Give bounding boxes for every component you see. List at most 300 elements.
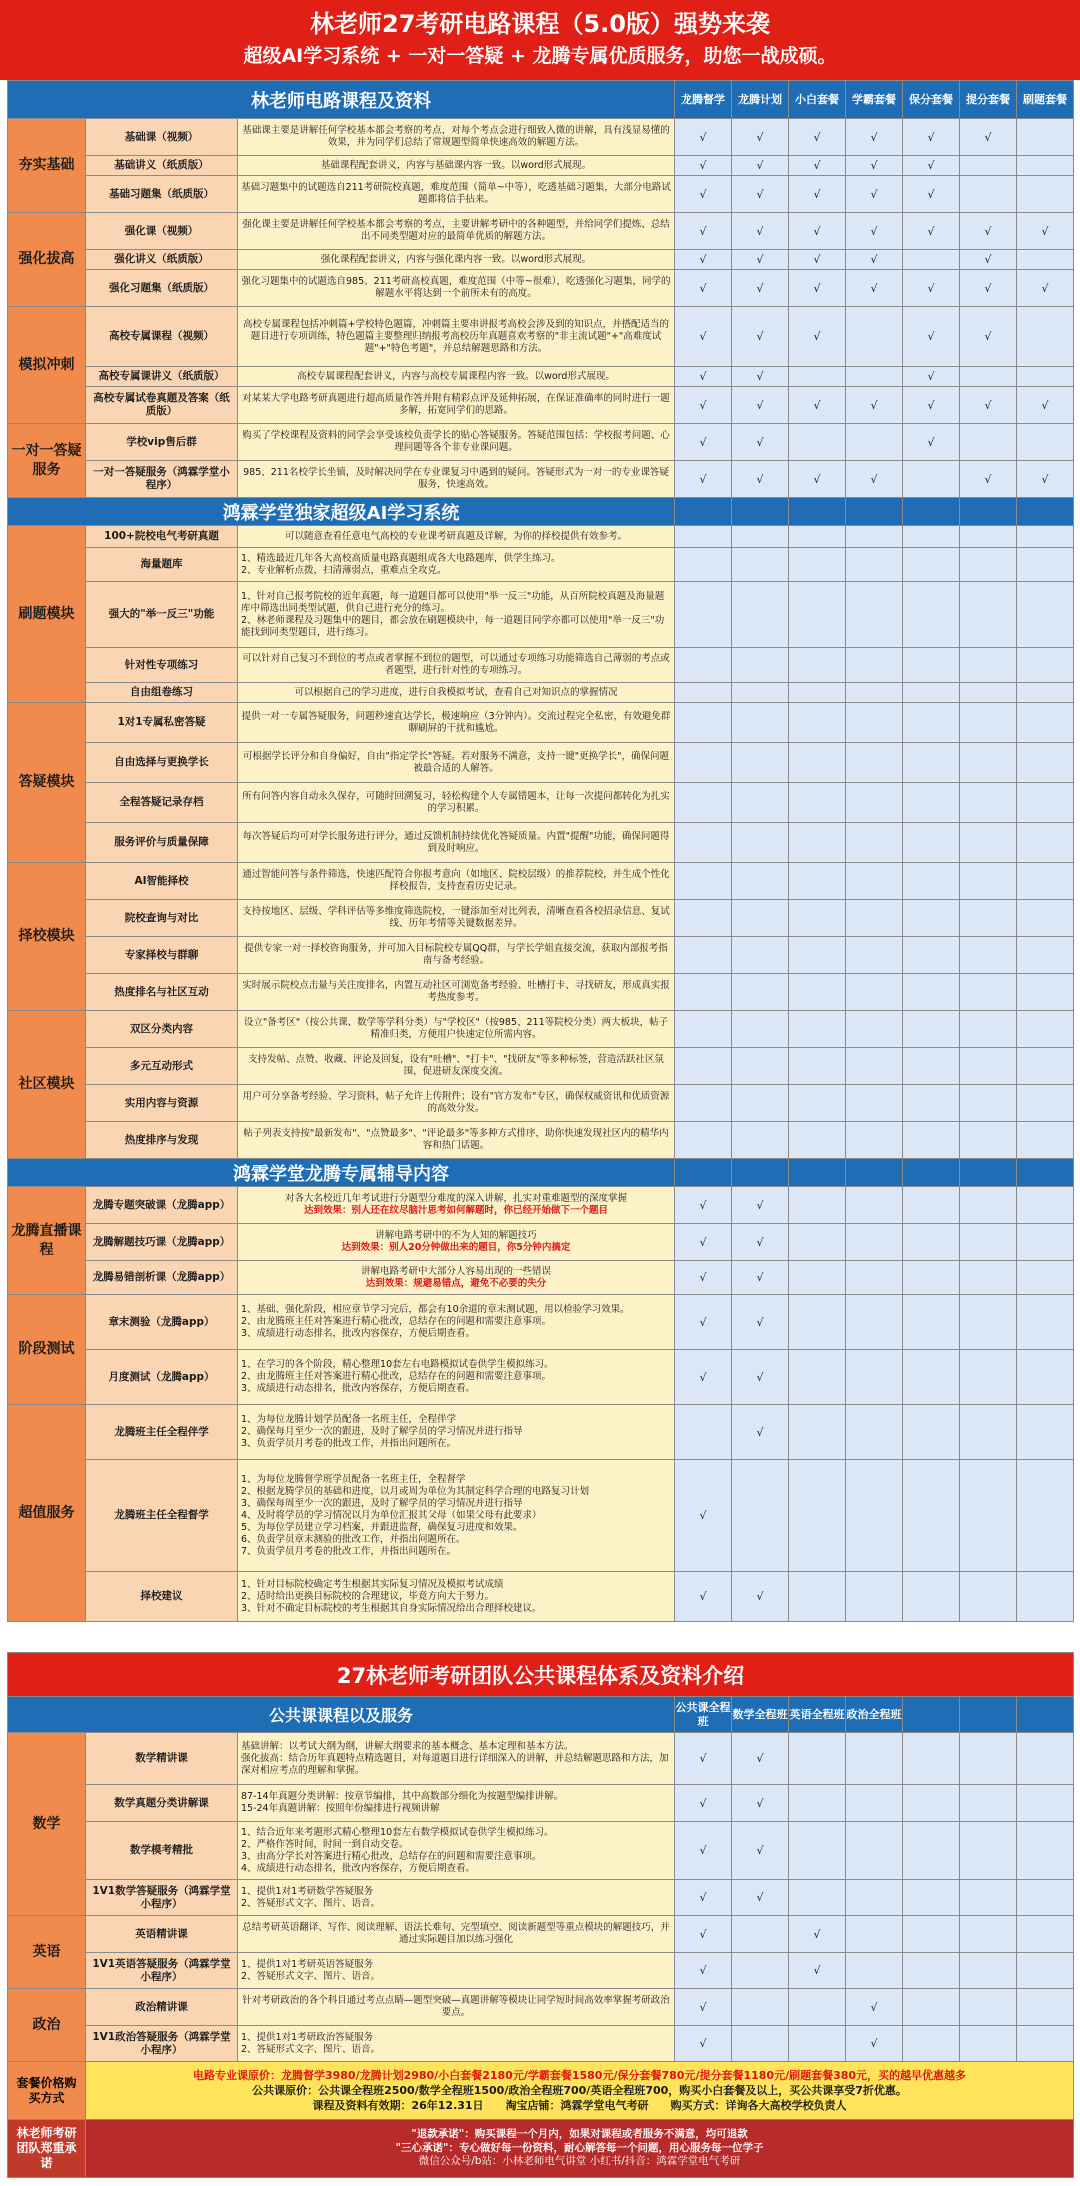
plan-header: 龙腾督学 (675, 81, 732, 119)
check-cell (903, 1224, 960, 1261)
check-cell: √ (903, 424, 960, 461)
check-cell (1017, 648, 1074, 683)
check-cell (732, 974, 789, 1011)
course-description: 1、基础、强化阶段，相应章节学习完后，都会有10余道的章末测试题，用以检验学习效果。 2、由龙腾班主任对答案进行精心批改，总结存在的问题和需要注意事项。 3、成绩进行动态排名，批改内容保存，方便后期查看。 (238, 1295, 675, 1350)
course-description: 985、211名校学长坐镇，及时解决同学在专业课复习中遇到的疑问。答疑形式为一对一的专业课答疑服务，快速高效。 (238, 461, 675, 498)
check-cell: √ (675, 270, 732, 307)
effect-text: 达到效果：别人还在纹尽脑汁思考如何解题时，你已经开始做下一个题目 (304, 1205, 609, 1216)
course-description: 对各大名校近几年考试进行分题型分难度的深入讲解，扎实对重难题型的深度掌握 达到效果：别人还在纹尽脑汁思考如何解题时，你已经开始做下一个题目 (238, 1187, 675, 1224)
check-cell (675, 900, 732, 937)
check-cell (1017, 250, 1074, 270)
check-cell: √ (732, 176, 789, 213)
check-cell (960, 582, 1017, 648)
check-cell: √ (960, 461, 1017, 498)
check-cell (1017, 119, 1074, 156)
table-row (8, 1261, 1074, 1295)
course-name: 龙腾易错剖析课（龙腾app） (86, 1261, 238, 1295)
check-cell (846, 1350, 903, 1405)
table-row (8, 937, 1074, 974)
check-cell: √ (675, 2026, 732, 2062)
check-cell: √ (732, 1261, 789, 1295)
check-cell: √ (846, 250, 903, 270)
check-cell (903, 783, 960, 823)
plan-header-blank (1017, 498, 1074, 526)
plan-header: 保分套餐 (903, 81, 960, 119)
table-row (8, 156, 1074, 176)
check-cell (1017, 1224, 1074, 1261)
check-cell (1017, 900, 1074, 937)
check-cell (903, 1916, 960, 1953)
check-cell (675, 582, 732, 648)
public-header-row (8, 1697, 1074, 1733)
check-cell (732, 1122, 789, 1159)
course-description: 设立"备考区"（按公共课、数学等学科分类）与"学校区"（按985、211等院校分类）两大板块，帖子精准归类，方便用户快速定位所需内容。 (238, 1011, 675, 1048)
check-cell (960, 1880, 1017, 1916)
check-cell (903, 937, 960, 974)
check-cell (903, 582, 960, 648)
check-cell (789, 1295, 846, 1350)
check-cell: √ (675, 1572, 732, 1622)
check-cell (789, 1822, 846, 1880)
table-row (8, 683, 1074, 703)
check-cell (960, 548, 1017, 582)
check-cell: √ (903, 176, 960, 213)
course-description: 提供一对一专属答疑服务，问题秒速直达学长，极速响应（3分钟内）。交流过程完全私密，有效避免群聊刷屏的干扰和尴尬。 (238, 703, 675, 743)
check-cell (1017, 1733, 1074, 1785)
course-description: 基础课主要是讲解任何学校基本都会考察的考点，对每个考点会进行细致入微的讲解，具有浅显易懂的效果，并为同学们总结了常规题型简单快速高效的解题方法。 (238, 119, 675, 156)
check-cell (1017, 1261, 1074, 1295)
price-line-public: 公共课原价：公共课全程班2500/数学全程班1500/政治全程班700/英语全程班700，购买小白套餐及以上，买公共课享受7折优惠。 (252, 2084, 907, 2097)
plan-header: 学霸套餐 (846, 81, 903, 119)
check-cell (1017, 1916, 1074, 1953)
check-cell (789, 823, 846, 863)
check-cell: √ (789, 1916, 846, 1953)
check-cell (846, 683, 903, 703)
check-cell (732, 703, 789, 743)
check-cell: √ (846, 213, 903, 250)
category-label: 择校模块 (8, 863, 86, 1011)
course-name: 龙腾班主任全程督学 (86, 1460, 238, 1572)
check-cell (903, 1187, 960, 1224)
table-row (8, 461, 1074, 498)
course-description: 基础课程配套讲义，内容与基础课内容一致。以word形式展现。 (238, 156, 675, 176)
check-cell (1017, 176, 1074, 213)
check-cell (960, 1785, 1017, 1822)
course-name: 1V1数学答疑服务（鸿霖学堂小程序） (86, 1880, 238, 1916)
plan-header: 小白套餐 (789, 81, 846, 119)
plan-header: 政治全程班 (846, 1697, 903, 1733)
check-cell: √ (960, 387, 1017, 424)
check-cell (960, 900, 1017, 937)
check-cell (789, 424, 846, 461)
course-name: 针对性专项练习 (86, 648, 238, 683)
course-description: 提供专家一对一择校咨询服务，并可加入目标院校专属QQ群，与学长学姐直接交流，获取内部报考指南与备考经验。 (238, 937, 675, 974)
check-cell (960, 863, 1017, 900)
check-cell (960, 176, 1017, 213)
check-cell: √ (903, 156, 960, 176)
price-label: 套餐价格购买方式 (8, 2062, 86, 2120)
course-description: 1、精选最近几年各大高校高质量电路真题组成各大电路题库，供学生练习。 2、专业解析点拨，扫清薄弱点，重难点全攻克。 (238, 548, 675, 582)
course-description: 可以根据自己的学习进度，进行自我模拟考试，查看自己对知识点的掌握情况 (238, 683, 675, 703)
check-cell (789, 1048, 846, 1085)
check-cell (675, 1048, 732, 1085)
check-cell (1017, 1572, 1074, 1622)
check-cell (960, 2026, 1017, 2062)
course-description: 基础习题集中的试题选自211考研院校真题，难度范围（简单~中等），吃透基础习题集，大部分电路试题都将信手拈来。 (238, 176, 675, 213)
check-cell (789, 1187, 846, 1224)
check-cell (903, 1785, 960, 1822)
check-cell (1017, 1350, 1074, 1405)
course-name: 实用内容与资源 (86, 1085, 238, 1122)
course-description: 高校专属课程配套讲义，内容与高校专属课程内容一致。以word形式展现。 (238, 367, 675, 387)
check-cell (789, 1085, 846, 1122)
check-cell (1017, 548, 1074, 582)
course-name: 热度排名与社区互动 (86, 974, 238, 1011)
check-cell: √ (675, 1295, 732, 1350)
check-cell (960, 974, 1017, 1011)
check-cell (789, 974, 846, 1011)
check-cell (960, 1405, 1017, 1460)
check-cell: √ (1017, 213, 1074, 250)
course-name: 龙腾解题技巧课（龙腾app） (86, 1224, 238, 1261)
check-cell (846, 1085, 903, 1122)
check-cell: √ (903, 270, 960, 307)
table-row (8, 250, 1074, 270)
check-cell: √ (960, 307, 1017, 367)
check-cell (1017, 582, 1074, 648)
check-cell (732, 937, 789, 974)
check-cell: √ (675, 1989, 732, 2026)
course-description: 购买了学校课程及资料的同学会享受该校负责学长的贴心答疑服务。答疑范围包括：学校报考问题、心理问题等各个非专业课问题。 (238, 424, 675, 461)
check-cell: √ (789, 387, 846, 424)
check-cell (903, 823, 960, 863)
section-ai-system-header-row (8, 498, 1074, 526)
check-cell (1017, 743, 1074, 783)
check-cell: √ (732, 1405, 789, 1460)
course-description: 支持按地区、层级、学科评估等多维度筛选院校，一键添加至对比列表，清晰查看各校招录信息、复试线、历年考情等关键数据差异。 (238, 900, 675, 937)
check-cell (960, 1085, 1017, 1122)
plan-header: 提分套餐 (960, 81, 1017, 119)
check-cell (789, 2026, 846, 2062)
check-cell: √ (846, 387, 903, 424)
course-description: 1、为每位龙腾督学班学员配备一名班主任，全程督学 2、根据龙腾学员的基础和进度，以月或周为单位为其制定科学合理的电路复习计划 3、确保每周至少一次的跟进，及时了解学员的学习情况并进行指导 4、及时将学员的学习情况以月为单位汇报其父母（如果父母有此要求） 5、为每位学员建立学习档案，并跟进监督，确保复习进度和效果。 6、负责学员章末测验的批改工作，并指出问题所在。 7、负责学员月考卷的批改工作，并指出问题所在。 (238, 1460, 675, 1572)
check-cell: √ (675, 424, 732, 461)
table-row (8, 1048, 1074, 1085)
page-header (0, 0, 1080, 80)
taobao-shop: 淘宝店铺：鸿霖学堂电气考研 (505, 2099, 649, 2112)
check-cell: √ (789, 250, 846, 270)
check-cell (789, 1350, 846, 1405)
course-name: 强化习题集（纸质版） (86, 270, 238, 307)
section-longteng-title: 鸿霖学堂龙腾专属辅导内容 (8, 1159, 675, 1187)
course-name: 强大的"举一反三"功能 (86, 582, 238, 648)
check-cell (675, 974, 732, 1011)
course-description: 可以随意查看任意电气高校的专业课考研真题及详解，为你的择校提供有效参考。 (238, 526, 675, 548)
promise-row (8, 2120, 1074, 2178)
section-ai-system-title: 鸿霖学堂独家超级AI学习系统 (8, 498, 675, 526)
table-row (8, 119, 1074, 156)
check-cell: √ (846, 1989, 903, 2026)
course-description: 1、提供1对1考研数学答疑服务 2、答疑形式文字、图片、语音。 (238, 1880, 675, 1916)
category-label: 英语 (8, 1916, 86, 1989)
plan-header-blank (732, 498, 789, 526)
category-label: 模拟冲刺 (8, 307, 86, 424)
plan-header: 刷题套餐 (1017, 81, 1074, 119)
check-cell: √ (903, 119, 960, 156)
check-cell: √ (732, 387, 789, 424)
course-description: 支持发帖、点赞、收藏、评论及回复，设有"吐槽"、"打卡"、"找研友"等多种标签，营造活跃社区氛围，促进研友深度交流。 (238, 1048, 675, 1085)
section-circuit-courses-header-row (8, 81, 1074, 119)
price-content (86, 2062, 1074, 2120)
plan-header-blank (960, 1159, 1017, 1187)
course-name: 自由组卷练习 (86, 683, 238, 703)
check-cell: √ (675, 176, 732, 213)
course-description: 1、针对目标院校确定考生根据其实际复习情况及模拟考试成绩 2、适时给出更换目标院校的合理建议，毕竟方向大于努力。 3、针对不确定目标院校的考生根据其自身实际情况给出合理择校建议。 (238, 1572, 675, 1622)
check-cell: √ (846, 270, 903, 307)
check-cell: √ (960, 250, 1017, 270)
check-cell (960, 1350, 1017, 1405)
check-cell (960, 1916, 1017, 1953)
course-name: 数学模考精批 (86, 1822, 238, 1880)
check-cell: √ (846, 2026, 903, 2062)
check-cell: √ (732, 367, 789, 387)
plan-header: 龙腾计划 (732, 81, 789, 119)
check-cell (789, 1785, 846, 1822)
check-cell: √ (675, 1953, 732, 1989)
check-cell (903, 683, 960, 703)
check-cell (846, 526, 903, 548)
check-cell (1017, 1048, 1074, 1085)
refund-promise: "退款承诺"：购买课程一个月内，如果对课程或者服务不满意，均可退款 (411, 2128, 748, 2141)
table-row (8, 1295, 1074, 1350)
check-cell: √ (846, 176, 903, 213)
course-name: 基础讲义（纸质版） (86, 156, 238, 176)
course-name: 学校vip售后群 (86, 424, 238, 461)
course-description: 对某某大学电路考研真题进行超高质量作答并附有精彩点评及延伸拓展，在保证准确率的同时进行一题多解，拓宽同学们的思路。 (238, 387, 675, 424)
table-row (8, 974, 1074, 1011)
check-cell (846, 648, 903, 683)
section-circuit-courses-title: 林老师电路课程及资料 (8, 81, 675, 119)
plan-header-blank (675, 1159, 732, 1187)
check-cell (732, 548, 789, 582)
table-row (8, 1733, 1074, 1785)
check-cell (903, 548, 960, 582)
check-cell (960, 703, 1017, 743)
check-cell (789, 1460, 846, 1572)
course-name: 高校专属课程（视频） (86, 307, 238, 367)
check-cell (789, 863, 846, 900)
check-cell (1017, 1011, 1074, 1048)
course-name: 龙腾专题突破课（龙腾app） (86, 1187, 238, 1224)
check-cell (732, 823, 789, 863)
course-name: 政治精讲课 (86, 1989, 238, 2026)
check-cell (732, 1916, 789, 1953)
course-description: 每次答疑后均可对学长服务进行评分，通过反馈机制持续优化答疑质量。内置"提醒"功能，确保问题得到及时响应。 (238, 823, 675, 863)
course-description: 用户可分享备考经验、学习资料，帖子允许上传附件；设有"官方发布"专区，确保权威资讯和优质资源的高效分发。 (238, 1085, 675, 1122)
check-cell (1017, 424, 1074, 461)
check-cell (903, 1295, 960, 1350)
check-cell: √ (675, 1880, 732, 1916)
check-cell (675, 1085, 732, 1122)
course-description: 1、针对自己报考院校的近年真题，每一道题目都可以使用"举一反三"功能，从百所院校真题及海量题库中筛选出同类型试题，供自己进行充分的练习。 2、林老师课程及习题集中的题目，都会放在刷题模块中，每一道题目同学亦都可以使用"举一反三"功能找到同类型题目，进行练习。 (238, 582, 675, 648)
course-description: 总结考研英语翻译、写作、阅读理解、语法长难句、完型填空、阅读新题型等重点模块的解题技巧，并通过实际题目加以练习强化 (238, 1916, 675, 1953)
check-cell (903, 1733, 960, 1785)
check-cell (846, 1785, 903, 1822)
category-label: 一对一答疑服务 (8, 424, 86, 498)
public-section-title: 27林老师考研团队公共课程体系及资料介绍 (8, 1653, 1074, 1697)
check-cell: √ (675, 307, 732, 367)
check-cell: √ (675, 461, 732, 498)
plan-header-blank (732, 1159, 789, 1187)
check-cell: √ (732, 424, 789, 461)
check-cell (732, 1460, 789, 1572)
check-cell (903, 1460, 960, 1572)
check-cell (903, 1350, 960, 1405)
category-label: 社区模块 (8, 1011, 86, 1159)
course-name: 基础课（视频） (86, 119, 238, 156)
check-cell: √ (732, 213, 789, 250)
section-longteng-header-row (8, 1159, 1074, 1187)
course-name: AI智能择校 (86, 863, 238, 900)
category-label: 超值服务 (8, 1405, 86, 1622)
table-row (8, 2026, 1074, 2062)
check-cell (1017, 783, 1074, 823)
check-cell (1017, 1822, 1074, 1880)
check-cell (789, 1880, 846, 1916)
check-cell (675, 648, 732, 683)
check-cell (732, 526, 789, 548)
check-cell (960, 648, 1017, 683)
check-cell (732, 1048, 789, 1085)
table-row (8, 1085, 1074, 1122)
check-cell (732, 743, 789, 783)
check-cell (789, 937, 846, 974)
course-description: 1、提供1对1考研政治答疑服务 2、答疑形式文字、图片、语音。 (238, 2026, 675, 2062)
category-label: 数学 (8, 1733, 86, 1916)
check-cell (675, 1122, 732, 1159)
check-cell (789, 743, 846, 783)
circuit-course-table (7, 80, 1074, 1622)
check-cell: √ (675, 156, 732, 176)
check-cell (846, 1572, 903, 1622)
course-name: 1V1政治答疑服务（鸿霖学堂小程序） (86, 2026, 238, 2062)
check-cell (846, 1953, 903, 1989)
check-cell: √ (789, 461, 846, 498)
check-cell: √ (789, 213, 846, 250)
check-cell (903, 1011, 960, 1048)
check-cell (903, 1822, 960, 1880)
check-cell (846, 582, 903, 648)
check-cell: √ (675, 1785, 732, 1822)
table-row (8, 743, 1074, 783)
check-cell (1017, 863, 1074, 900)
table-row (8, 863, 1074, 900)
check-cell (789, 582, 846, 648)
check-cell (846, 900, 903, 937)
course-description: 讲解电路考研中大部分人容易出现的一些错误 达到效果：规避易错点，避免不必要的失分 (238, 1261, 675, 1295)
check-cell (789, 1405, 846, 1460)
check-cell (960, 1953, 1017, 1989)
check-cell (675, 1405, 732, 1460)
check-cell: √ (903, 387, 960, 424)
check-cell (1017, 367, 1074, 387)
course-name: 章末测验（龙腾app） (86, 1295, 238, 1350)
plan-header-blank (789, 498, 846, 526)
check-cell: √ (732, 156, 789, 176)
check-cell: √ (846, 156, 903, 176)
check-cell (675, 823, 732, 863)
course-description: 可根据学长评分和自身偏好，自由"指定学长"答疑。若对服务不满意，支持一键"更换学长"，确保问题被最合适的人解答。 (238, 743, 675, 783)
check-cell (675, 863, 732, 900)
course-name: 多元互动形式 (86, 1048, 238, 1085)
table-row (8, 387, 1074, 424)
course-name: 专家择校与群聊 (86, 937, 238, 974)
check-cell (789, 1011, 846, 1048)
check-cell (846, 1187, 903, 1224)
course-description: 1、结合近年来考题形式精心整理10套左右数学模拟试卷供学生模拟练习。 2、严格作答时间，时间一到自动交卷。 3、由高分学长对答案进行精心批改，总结存在的问题和需要注意事项。 4、成绩进行动态排名，批改内容保存，方便后期查看。 (238, 1822, 675, 1880)
course-description: 针对考研政治的各个科目通过考点点睛—题型突破—真题讲解等模块让同学短时间高效率掌握考研政治要点。 (238, 1989, 675, 2026)
check-cell (846, 1460, 903, 1572)
check-cell (903, 2026, 960, 2062)
check-cell (675, 548, 732, 582)
table-row (8, 823, 1074, 863)
check-cell (1017, 823, 1074, 863)
table-row (8, 1224, 1074, 1261)
check-cell (1017, 1295, 1074, 1350)
check-cell (903, 1989, 960, 2026)
table-row (8, 1822, 1074, 1880)
check-cell (960, 1733, 1017, 1785)
check-cell (846, 307, 903, 367)
course-description: 强化课程配套讲义，内容与强化课内容一致。以word形式展现。 (238, 250, 675, 270)
check-cell: √ (903, 367, 960, 387)
social-accounts: 微信公众号/b站：小林老师电气讲堂 小红书/抖音：鸿霖学堂电气考研 (418, 2155, 741, 2168)
plan-header-blank (960, 498, 1017, 526)
effect-text: 达到效果：规避易错点，避免不必要的失分 (365, 1277, 547, 1289)
check-cell (903, 250, 960, 270)
price-line-circuit: 电路专业课原价：龙腾督学3980/龙腾计划2980/小白套餐2180元/学霸套餐1580元/保分套餐780元/提分套餐1180元/刷题套餐380元，买的越早优惠越多 (192, 2069, 967, 2082)
check-cell (903, 1880, 960, 1916)
category-label: 答疑模块 (8, 703, 86, 863)
check-cell (1017, 1187, 1074, 1224)
check-cell (903, 1953, 960, 1989)
public-course-table (7, 1652, 1074, 2178)
check-cell (846, 1261, 903, 1295)
plan-header: 公共课全程班 (675, 1697, 732, 1733)
check-cell (960, 424, 1017, 461)
check-cell (846, 743, 903, 783)
check-cell (960, 783, 1017, 823)
check-cell (846, 937, 903, 974)
check-cell (846, 783, 903, 823)
course-description: 1、提供1对1考研英语答疑服务 2、答疑形式文字、图片、语音。 (238, 1953, 675, 1989)
check-cell: √ (732, 1295, 789, 1350)
plan-header-blank (960, 1697, 1017, 1733)
check-cell (732, 783, 789, 823)
check-cell (903, 743, 960, 783)
course-name: 100+院校电气考研真题 (86, 526, 238, 548)
plan-header-blank (846, 1159, 903, 1187)
check-cell (903, 1572, 960, 1622)
table-row (8, 424, 1074, 461)
check-cell: √ (903, 307, 960, 367)
course-description: 强化习题集中的试题选自985、211考研高校真题，难度范围（中等~很难），吃透强化习题集，同学的解题水平将达到一个前所未有的高度。 (238, 270, 675, 307)
check-cell (789, 648, 846, 683)
table-row (8, 783, 1074, 823)
check-cell: √ (960, 119, 1017, 156)
check-cell (1017, 307, 1074, 367)
check-cell (732, 900, 789, 937)
